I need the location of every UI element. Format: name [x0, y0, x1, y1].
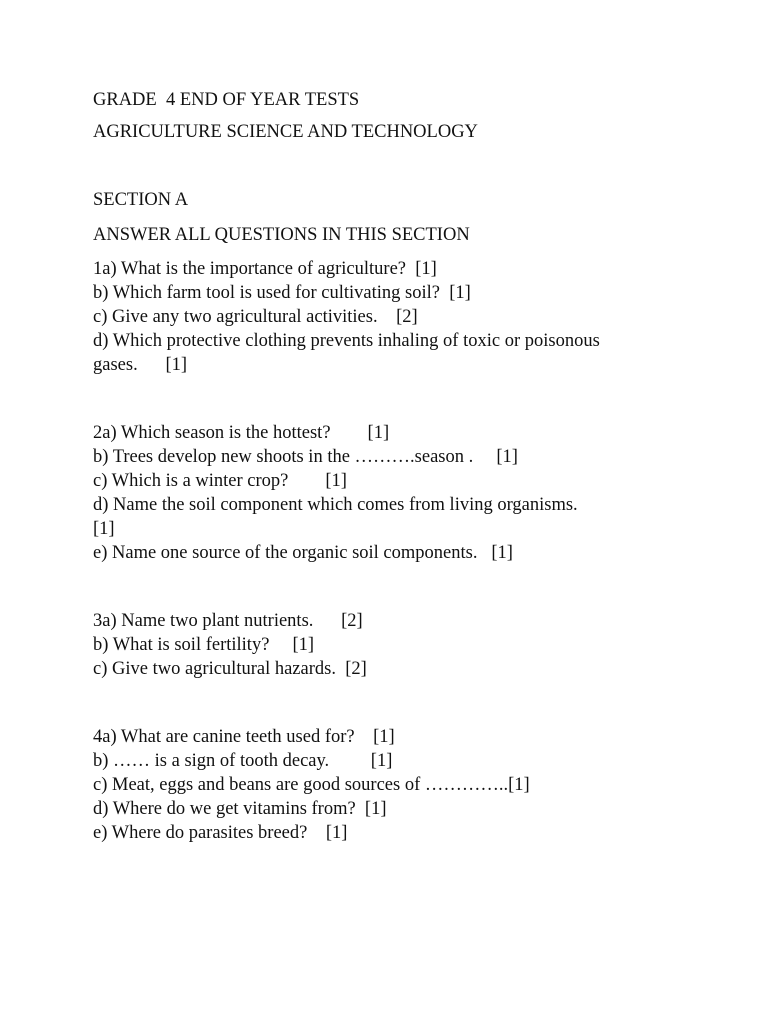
question-2a: 2a) Which season is the hottest? [1] — [93, 423, 390, 443]
section-instruction: ANSWER ALL QUESTIONS IN THIS SECTION — [93, 225, 470, 245]
question-2e: e) Name one source of the organic soil components. [1] — [93, 543, 513, 563]
question-4b: b) …… is a sign of tooth decay. [1] — [93, 751, 393, 771]
section-heading: SECTION A — [93, 190, 189, 210]
question-3c: c) Give two agricultural hazards. [2] — [93, 659, 367, 679]
question-4c: c) Meat, eggs and beans are good sources of …………..[1] — [93, 775, 530, 795]
question-1a: 1a) What is the importance of agriculture? [1] — [93, 259, 437, 279]
question-3a: 3a) Name two plant nutrients. [2] — [93, 611, 363, 631]
question-2b: b) Trees develop new shoots in the ……….season . [1] — [93, 447, 518, 467]
question-3b: b) What is soil fertility? [1] — [93, 635, 315, 655]
question-2d-line1: d) Name the soil component which comes from living organisms. — [93, 495, 578, 515]
question-1d-line2: gases. [1] — [93, 355, 188, 375]
question-1c: c) Give any two agricultural activities. [2] — [93, 307, 418, 327]
question-1b: b) Which farm tool is used for cultivating soil? [1] — [93, 283, 471, 303]
question-4d: d) Where do we get vitamins from? [1] — [93, 799, 387, 819]
question-1d-line1: d) Which protective clothing prevents inhaling of toxic or poisonous — [93, 331, 600, 351]
question-2c: c) Which is a winter crop? [1] — [93, 471, 347, 491]
subject-title: AGRICULTURE SCIENCE AND TECHNOLOGY — [93, 122, 478, 142]
question-4e: e) Where do parasites breed? [1] — [93, 823, 348, 843]
question-4a: 4a) What are canine teeth used for? [1] — [93, 727, 395, 747]
question-2d-line2: [1] — [93, 519, 115, 539]
exam-title: GRADE 4 END OF YEAR TESTS — [93, 90, 360, 110]
